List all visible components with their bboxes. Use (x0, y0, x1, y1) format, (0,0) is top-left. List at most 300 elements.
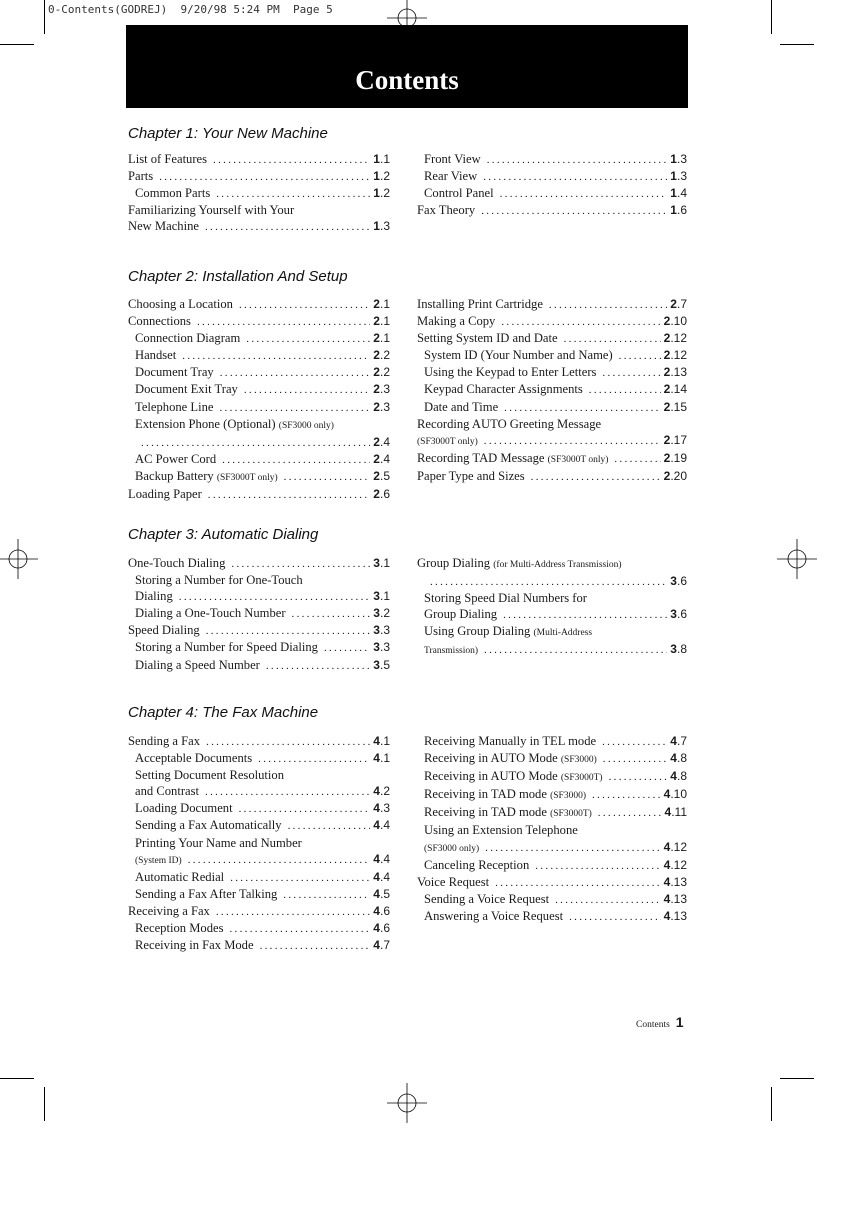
toc-page-ref (373, 313, 390, 329)
toc-entry-title (417, 555, 622, 573)
dot-leader (179, 589, 371, 605)
chapter-number: 4 (663, 908, 671, 923)
toc-page-ref (373, 869, 390, 885)
dot-leader (208, 487, 371, 503)
toc-page-ref (373, 817, 390, 833)
toc-entry-title (417, 296, 543, 312)
toc-entry-title (424, 839, 479, 857)
chapter-number: 2 (373, 399, 380, 414)
toc-entry (128, 168, 390, 185)
toc-column-left (128, 296, 390, 503)
toc-entry (417, 891, 687, 908)
chapter-number: 1 (670, 186, 677, 201)
page-ref-number: .1 (379, 331, 390, 346)
toc-entry-text: Connection Diagram (135, 331, 241, 346)
toc-entry-title (424, 750, 597, 768)
page-ref-number: .3 (379, 219, 390, 234)
chapter-number: 2 (373, 468, 380, 483)
toc-entry-text: Document Exit Tray (135, 382, 238, 397)
footer-label: Contents (636, 1020, 670, 1030)
toc-page-ref (373, 886, 390, 902)
toc-entry-title (128, 903, 210, 919)
page-ref-number: .5 (379, 886, 390, 901)
chapter-number: 2 (373, 331, 380, 346)
page-ref-number: .14 (670, 382, 687, 397)
toc-entry-title (128, 313, 191, 329)
toc-entry (128, 347, 390, 364)
toc-entry-title (135, 347, 176, 363)
toc-page-ref (373, 486, 390, 502)
toc-entry (128, 869, 390, 886)
toc-page-ref (670, 733, 687, 749)
toc-entry-title (135, 639, 318, 655)
toc-entry (417, 839, 687, 857)
toc-column-right (417, 151, 687, 219)
toc-entry-text: Sending a Fax Automatically (135, 818, 282, 833)
dot-leader (182, 348, 370, 364)
chapter-number: 2 (663, 450, 671, 465)
toc-entry (417, 733, 687, 750)
page-ref-number: .13 (670, 908, 687, 923)
toc-entry-title (424, 347, 613, 363)
crop-mark (771, 1087, 772, 1121)
toc-entry (417, 381, 687, 398)
toc-entry-note: (SF3000T) (550, 809, 592, 820)
chapter-number: 4 (663, 839, 671, 854)
toc-entry-text: Familiarizing Yourself with Your (128, 203, 295, 218)
toc-page-ref (373, 185, 390, 201)
toc-page-ref (373, 588, 390, 604)
toc-entry-title (128, 555, 225, 571)
chapter-number: 4 (664, 805, 672, 820)
toc-entry-text: Canceling Reception (424, 857, 530, 872)
toc-entry-title (135, 869, 224, 885)
dot-leader (206, 734, 370, 750)
chapter-number: 3 (670, 574, 677, 589)
dot-leader (430, 574, 667, 590)
toc-entry (128, 657, 390, 674)
dot-leader (292, 606, 371, 622)
toc-entry (128, 381, 390, 398)
dot-leader (500, 186, 668, 202)
toc-entry-text: Storing a Number for One-Touch (135, 573, 303, 588)
toc-page-ref (664, 891, 687, 907)
toc-entry-text: One-Touch Dialing (128, 556, 226, 570)
toc-entry-title (135, 399, 214, 415)
toc-entry-text: New Machine (128, 219, 199, 234)
toc-entry (417, 347, 687, 364)
page-ref-number: .1 (379, 314, 390, 329)
page-ref-number: .3 (676, 169, 687, 184)
toc-page-ref (373, 657, 390, 673)
crop-mark (44, 0, 45, 34)
chapter-heading: Chapter 1: Your New Machine (128, 125, 328, 142)
toc-entry-title (417, 416, 601, 432)
crop-mark (44, 1087, 45, 1121)
toc-entry (128, 750, 390, 767)
chapter-number: 4 (373, 886, 380, 901)
chapter-number: 4 (373, 801, 380, 816)
toc-page-ref (373, 168, 390, 184)
toc-entry (128, 364, 390, 381)
crop-mark (0, 44, 34, 45)
toc-page-ref (373, 639, 390, 655)
toc-entry-text: Paper Type and Sizes (417, 468, 525, 483)
toc-page-ref (373, 622, 390, 638)
toc-entry (128, 622, 390, 639)
toc-entry-text: Dialing a Speed Number (135, 657, 260, 672)
dot-leader (535, 858, 660, 874)
toc-entry (417, 623, 687, 641)
toc-entry-text: Answering a Voice Request (424, 908, 564, 923)
page-ref-number: .5 (379, 468, 390, 483)
toc-entry-text: Receiving in Fax Mode (135, 938, 254, 953)
toc-entry-title (128, 151, 207, 167)
chapter-number: 4 (373, 869, 380, 884)
page-ref-number: .17 (670, 432, 687, 447)
toc-page-ref (670, 606, 687, 622)
dot-leader (549, 297, 667, 313)
toc-page-ref (373, 218, 390, 234)
toc-entry (128, 202, 390, 218)
toc-entry (128, 817, 390, 834)
toc-entry-title (128, 486, 202, 502)
toc-entry-title (135, 817, 282, 833)
chapter-number: 2 (663, 468, 671, 483)
toc-entry-text: Setting System ID and Date (417, 331, 558, 346)
toc-entry-text: Handset (135, 348, 177, 363)
toc-page-ref (664, 857, 687, 873)
toc-page-ref (670, 641, 687, 657)
toc-entry-text: Using the Keypad to Enter Letters (424, 365, 597, 380)
toc-page-ref (373, 434, 390, 450)
dot-leader (485, 840, 660, 856)
toc-entry-title (128, 202, 294, 218)
toc-entry-text: Receiving in AUTO Mode (424, 751, 558, 766)
toc-entry-text: Fax Theory (417, 203, 476, 218)
dot-leader (602, 365, 660, 381)
chapter-number: 4 (373, 903, 380, 918)
toc-entry-text: Installing Print Cartridge (417, 297, 543, 311)
dot-leader (487, 152, 668, 168)
page-ref-number: .4 (676, 186, 687, 201)
toc-entry (128, 783, 390, 800)
toc-entry-text: Reception Modes (135, 921, 224, 936)
toc-entry-text: Voice Request (417, 874, 490, 889)
toc-page-ref (664, 468, 687, 484)
dot-leader (188, 852, 371, 868)
toc-entry-title (135, 330, 240, 346)
toc-entry (128, 605, 390, 622)
toc-entry (128, 937, 390, 954)
toc-entry (417, 450, 687, 468)
toc-entry-title (424, 804, 592, 822)
chapter-number: 1 (670, 169, 677, 184)
toc-entry-text: Speed Dialing (128, 623, 200, 638)
toc-entry (128, 330, 390, 347)
toc-entry-title (424, 768, 603, 786)
dot-leader (614, 451, 660, 467)
chapter-number: 3 (373, 657, 380, 672)
page-ref-number: .10 (670, 787, 687, 802)
toc-page-ref (665, 804, 687, 820)
chapter-number: 2 (663, 365, 671, 380)
toc-page-ref (664, 839, 687, 855)
dot-leader (483, 169, 667, 185)
chapter-number: 4 (670, 769, 677, 784)
dot-leader (231, 556, 370, 572)
page-ref-number: .12 (670, 331, 687, 346)
page-ref-number: .15 (670, 399, 687, 414)
toc-entry-title (128, 296, 233, 312)
chapter-number: 4 (373, 818, 380, 833)
chapter-number: 4 (663, 891, 671, 906)
dot-leader (589, 382, 661, 398)
toc-entry-text: Acceptable Documents (135, 751, 253, 766)
toc-entry-title (424, 590, 587, 606)
dot-leader (206, 623, 371, 639)
chapter-number: 2 (663, 382, 671, 397)
toc-entry (128, 800, 390, 817)
toc-entry-title (417, 330, 558, 346)
toc-entry-note: (SF3000) (550, 791, 586, 802)
registration-mark-icon (777, 539, 817, 579)
dot-leader (141, 435, 370, 451)
toc-entry (128, 451, 390, 468)
page-ref-number: .4 (379, 818, 390, 833)
page-ref-number: .2 (379, 606, 390, 621)
registration-mark-icon (0, 539, 38, 579)
toc-page-ref (670, 168, 687, 184)
dot-leader (213, 152, 370, 168)
page-ref-number: .1 (379, 751, 390, 766)
crop-mark (771, 0, 772, 34)
toc-entry-title (135, 851, 182, 869)
toc-entry (417, 364, 687, 381)
toc-entry (128, 555, 390, 572)
toc-entry-title (424, 623, 592, 641)
toc-entry-title (424, 733, 596, 749)
toc-entry-note: (SF3000 only) (278, 420, 334, 431)
toc-entry (417, 399, 687, 416)
crop-mark (780, 44, 814, 45)
toc-page-ref (664, 874, 687, 890)
toc-column-right (417, 555, 687, 660)
toc-entry-title (135, 657, 260, 673)
dot-leader (230, 870, 370, 886)
page-ref-number: .4 (379, 451, 390, 466)
dot-leader (260, 938, 371, 954)
page-footer (636, 1014, 684, 1030)
toc-entry-note: (SF3000T only) (417, 436, 478, 447)
toc-entry-text: AC Power Cord (135, 451, 217, 466)
crop-mark (0, 1078, 34, 1079)
chapter-number: 2 (373, 365, 380, 380)
toc-page-ref (664, 364, 687, 380)
chapter-heading: Chapter 4: The Fax Machine (128, 704, 319, 721)
dot-leader (216, 904, 370, 920)
dot-leader (503, 607, 667, 623)
toc-entry (128, 767, 390, 783)
toc-page-ref (670, 202, 687, 218)
page-ref-number: .2 (379, 186, 390, 201)
toc-entry (128, 399, 390, 416)
toc-page-ref (670, 151, 687, 167)
chapter-number: 4 (670, 751, 677, 766)
toc-entry-text: Backup Battery (135, 468, 214, 483)
dot-leader (220, 400, 371, 416)
dot-leader (495, 875, 660, 891)
toc-entry (417, 641, 687, 659)
toc-page-ref (373, 296, 390, 312)
page-ref-number: .8 (676, 769, 687, 784)
chapter-number: 3 (373, 556, 380, 570)
page-ref-number: .1 (379, 589, 390, 604)
toc-entry-note: (SF3000T only) (216, 472, 278, 483)
page-ref-number: .2 (379, 784, 390, 799)
toc-entry-title (424, 168, 477, 184)
page-ref-number: .3 (379, 640, 390, 655)
toc-entry-title (135, 381, 238, 397)
toc-entry (417, 804, 687, 822)
toc-entry-text: Rear View (424, 169, 478, 184)
dot-leader (159, 169, 370, 185)
toc-entry-title (424, 641, 478, 659)
dot-leader (609, 769, 668, 785)
chapter-number: 2 (373, 348, 380, 363)
toc-entry (417, 590, 687, 606)
toc-entry-text: Storing a Number for Speed Dialing (135, 640, 318, 655)
toc-entry (128, 434, 390, 451)
toc-entry-title (424, 381, 583, 397)
toc-page-ref (373, 347, 390, 363)
toc-entry (128, 486, 390, 503)
toc-entry-title (135, 588, 173, 604)
toc-page-ref (664, 347, 687, 363)
toc-entry (128, 313, 390, 330)
dot-leader (205, 784, 370, 800)
toc-page-ref (664, 908, 687, 924)
dot-leader (324, 640, 370, 656)
toc-entry-title (424, 399, 498, 415)
toc-entry (128, 851, 390, 869)
chapter-number: 1 (373, 186, 380, 201)
toc-page-ref (373, 937, 390, 953)
page-ref-number: .1 (379, 152, 390, 166)
toc-entry (417, 151, 687, 168)
dot-leader (504, 400, 660, 416)
page-ref-number: .3 (379, 623, 390, 638)
page-ref-number: .7 (676, 297, 687, 311)
toc-entry-title (135, 783, 199, 799)
toc-entry (417, 786, 687, 804)
toc-entry (417, 296, 687, 313)
toc-page-ref (373, 800, 390, 816)
chapter-number: 3 (373, 589, 380, 604)
toc-entry-title (135, 767, 284, 783)
dot-leader (619, 348, 661, 364)
toc-entry-text: Using an Extension Telephone (424, 823, 578, 838)
page-ref-number: .20 (670, 468, 687, 483)
dot-leader (484, 433, 661, 449)
toc-entry-title (424, 185, 494, 201)
toc-page-ref (670, 768, 687, 784)
toc-page-ref (373, 783, 390, 799)
toc-entry (417, 202, 687, 219)
page-ref-number: .4 (379, 434, 390, 449)
toc-entry-text: and Contrast (135, 784, 200, 799)
toc-entry (417, 330, 687, 347)
toc-entry-title (135, 185, 210, 201)
toc-entry-title (424, 786, 586, 804)
toc-entry (128, 886, 390, 903)
toc-entry-text: Sending a Voice Request (424, 891, 550, 906)
chapter-number: 1 (373, 152, 380, 166)
chapter-number: 2 (373, 451, 380, 466)
toc-entry-note: (Multi-Address (533, 628, 593, 639)
page-ref-number: .2 (379, 348, 390, 363)
dot-leader (284, 469, 371, 485)
toc-entry-note: (SF3000 only) (424, 843, 480, 854)
page-ref-number: .13 (670, 365, 687, 380)
toc-entry (128, 218, 390, 235)
toc-entry (417, 313, 687, 330)
page-ref-number: .1 (379, 734, 390, 748)
toc-entry (417, 185, 687, 202)
toc-entry-title (128, 168, 153, 184)
chapter-number: 2 (373, 297, 380, 311)
dot-leader (555, 892, 661, 908)
toc-entry-title (417, 313, 495, 329)
toc-column-right (417, 296, 687, 485)
toc-page-ref (664, 313, 687, 329)
chapter-number: 2 (373, 382, 380, 397)
page-ref-number: .12 (670, 839, 687, 854)
chapter-number: 4 (373, 921, 380, 936)
toc-entry-note: (SF3000) (560, 755, 597, 766)
toc-page-ref (373, 555, 390, 571)
chapter-number: 4 (373, 851, 380, 866)
toc-page-ref (373, 364, 390, 380)
toc-entry-title (417, 202, 475, 218)
dot-leader (484, 642, 667, 658)
crop-mark (780, 1078, 814, 1079)
toc-entry-title (135, 886, 277, 902)
dot-leader (222, 452, 370, 468)
chapter-number: 4 (373, 784, 380, 799)
page-ref-number: .8 (676, 751, 687, 766)
toc-entry-title (424, 908, 563, 924)
dot-leader (481, 203, 667, 219)
page-ref-number: .6 (379, 903, 390, 918)
dot-leader (283, 887, 370, 903)
toc-entry-title (417, 432, 478, 450)
toc-entry-text: Group Dialing (424, 607, 498, 622)
toc-column-left (128, 733, 390, 954)
toc-entry-text: List of Features (128, 152, 208, 166)
toc-entry-title (135, 451, 216, 467)
chapter-number: 3 (670, 642, 677, 657)
toc-entry-text: Receiving Manually in TEL mode (424, 734, 597, 748)
toc-entry-note: (for Multi-Address Transmission) (493, 560, 622, 570)
page-ref-number: .13 (670, 891, 687, 906)
toc-entry-text: Loading Document (135, 801, 233, 816)
toc-page-ref (670, 296, 687, 312)
toc-column-left (128, 555, 390, 674)
toc-entry-text: Parts (128, 169, 154, 184)
page-ref-number: .3 (379, 399, 390, 414)
toc-entry-text: Control Panel (424, 186, 494, 201)
